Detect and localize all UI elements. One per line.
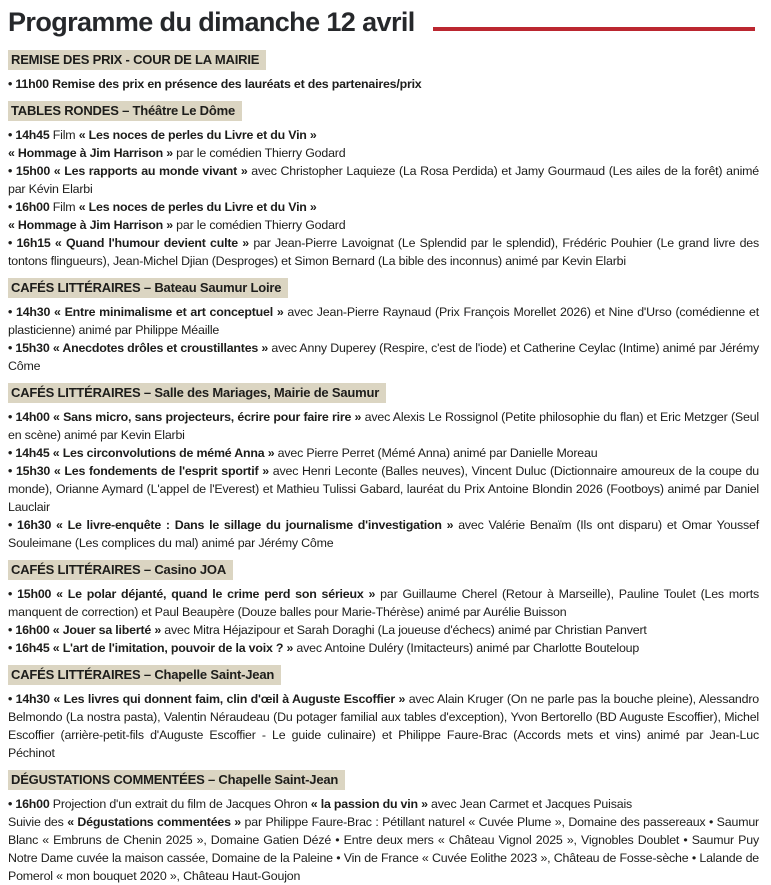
program-section — [8, 375, 759, 552]
text-run-bold: • 11h00 Remise des prix en présence des lauréats et des partenaires/prix — [8, 77, 422, 91]
text-run: par le comédien Thierry Godard — [176, 218, 346, 232]
program-section — [8, 552, 759, 657]
page-header — [8, 6, 759, 38]
text-run-bold: « Dégustations commentées » — [67, 815, 245, 829]
text-run: avec Mitra Héjazipour et Sarah Doraghi (La joueuse d'échecs) animé par Christian Panvert — [164, 623, 647, 637]
text-run: Film — [52, 128, 79, 142]
text-run: avec Alain Kruger (On ne parle pas la bouche pleine), Alessandro Belmondo (La nostra pasta), Valentin Néraudeau (Du potager familial aux tables d'exception), Yvon Bertorello (BD Auguste Escoffier), Michel Escoffier (arrière-petit-fils d'Auguste Escoffier - Le guide culinaire) et Philippe Faure-Brac (Accords mets et vins) animé par Jean-Luc Péchinot — [8, 692, 759, 760]
text-run-bold: « Hommage à Jim Harrison » — [8, 146, 177, 160]
text-run-bold: • 15h30 « Anecdotes drôles et croustillantes » — [8, 341, 272, 355]
text-run-bold: • 14h30 « Entre minimalisme et art conceptuel » — [8, 305, 288, 319]
program-line — [8, 462, 759, 516]
program-line — [8, 126, 759, 144]
text-run: avec Antoine Duléry (Imitacteurs) animé par Charlotte Bouteloup — [296, 641, 640, 655]
program-line — [8, 621, 759, 639]
program-section — [8, 93, 759, 270]
text-run-bold: • 15h00 « Le polar déjanté, quand le crime perd son sérieux » — [8, 587, 381, 601]
page-title: Programme du dimanche 12 avril — [8, 7, 415, 37]
text-run-bold: « Les noces de perles du Livre et du Vin » — [78, 200, 317, 214]
text-run: Projection d'un extrait du film de Jacques Ohron — [52, 797, 311, 811]
program-line — [8, 444, 759, 462]
program-line — [8, 216, 759, 234]
text-run: Suivie des — [8, 815, 68, 829]
text-run-bold: • 16h30 « Le livre-enquête : Dans le sillage du journalisme d'investigation » — [8, 518, 459, 532]
text-run: par Philippe Faure-Brac : Pétillant naturel « Cuvée Plume », Domaine des passereaux • Saumur Blanc « Embruns de Chenin 2025 », Domaine Gatien Dézé • Entre deux mers « Château Vignol 2025 », Vignobles Doublet • Saumur Puy Notre Dame cuvée la maison cassée, Domaine de la Paleine • Vin de France « Cuvée Eolithe 2023 », Château de Fosse-sèche • Lalande de Pomerol « mon bouquet 2020 », Château Haut-Goujon — [8, 815, 759, 883]
program-section — [8, 762, 759, 885]
text-run: par Jean-Pierre Lavoignat (Le Splendid par le splendid), Frédéric Pouhier (Le grand livre des tontons flingueurs), Jean-Michel Djian (Desproges) et Simon Bernard (La bible des inconnus) animé par Kevin Elarbi — [8, 236, 760, 268]
text-run: avec Jean-Pierre Raynaud (Prix François Morellet 2026) et Nine d'Urso (comédienne et plasticienne) animé par Philippe Méaille — [8, 305, 759, 337]
text-run: avec Alexis Le Rossignol (Petite philosophie du flan) et Eric Metzger (Seul en scène) animé par Kevin Elarbi — [8, 410, 759, 442]
text-run-bold: • 15h00 « Les rapports au monde vivant » — [8, 164, 252, 178]
program-section — [8, 42, 759, 93]
text-run-bold: « Les noces de perles du Livre et du Vin » — [78, 128, 317, 142]
program-section — [8, 657, 759, 762]
text-run-bold: • 16h00 — [8, 200, 53, 214]
program-line — [8, 144, 759, 162]
text-run-bold: « Hommage à Jim Harrison » — [8, 218, 177, 232]
section-heading: CAFÉS LITTÉRAIRES – Bateau Saumur Loire — [8, 278, 288, 298]
text-run-bold: « la passion du vin » — [310, 797, 432, 811]
section-heading: TABLES RONDES – Théâtre Le Dôme — [8, 101, 242, 121]
program-line — [8, 234, 759, 270]
title-rule — [433, 27, 755, 31]
program-line — [8, 516, 759, 552]
text-run: Film — [52, 200, 79, 214]
text-run-bold: • 16h45 « L'art de l'imitation, pouvoir de la voix ? » — [8, 641, 297, 655]
program-line — [8, 690, 759, 762]
text-run: avec Christopher Laquieze (La Rosa Perdida) et Jamy Gourmaud (Les ailes de la forêt) animé par Kévin Elarbi — [8, 164, 759, 196]
section-heading: DÉGUSTATIONS COMMENTÉES – Chapelle Saint-Jean — [8, 770, 345, 790]
section-heading: CAFÉS LITTÉRAIRES – Casino JOA — [8, 560, 233, 580]
text-run: avec Anny Duperey (Respire, c'est de l'iode) et Catherine Ceylac (Intime) animé par Jérémy Côme — [8, 341, 759, 373]
program-sections — [8, 42, 759, 885]
section-heading: CAFÉS LITTÉRAIRES – Chapelle Saint-Jean — [8, 665, 281, 685]
text-run: avec Henri Leconte (Balles neuves), Vincent Duluc (Dictionnaire amoureux de la coupe du monde), Orianne Aymard (L'appel de l'Everest) et Mathieu Tulissi Gabard, lauréat du Prix Antoine Blondin 2026 (Footboys) animé par Daniel Lauclair — [8, 464, 760, 514]
program-line — [8, 162, 759, 198]
program-line — [8, 813, 759, 885]
text-run-bold: • 16h15 « Quand l'humour devient culte » — [8, 236, 254, 250]
section-heading: REMISE DES PRIX - COUR DE LA MAIRIE — [8, 50, 266, 70]
program-line — [8, 303, 759, 339]
text-run-bold: • 15h30 « Les fondements de l'esprit sportif » — [8, 464, 273, 478]
text-run: avec Jean Carmet et Jacques Puisais — [431, 797, 633, 811]
program-line — [8, 75, 759, 93]
program-line — [8, 795, 759, 813]
section-heading: CAFÉS LITTÉRAIRES – Salle des Mariages, Mairie de Saumur — [8, 383, 386, 403]
text-run: avec Pierre Perret (Mémé Anna) animé par Danielle Moreau — [277, 446, 598, 460]
text-run-bold: • 14h45 « Les circonvolutions de mémé Anna » — [8, 446, 278, 460]
program-line — [8, 639, 759, 657]
text-run-bold: • 16h00 — [8, 797, 53, 811]
program-section — [8, 270, 759, 375]
program-line — [8, 339, 759, 375]
program-line — [8, 198, 759, 216]
program-line — [8, 408, 759, 444]
text-run-bold: • 16h00 « Jouer sa liberté » — [8, 623, 165, 637]
text-run-bold: • 14h45 — [8, 128, 53, 142]
text-run-bold: • 14h30 « Les livres qui donnent faim, clin d'œil à Auguste Escoffier » — [8, 692, 409, 706]
text-run: avec Valérie Benaïm (Ils ont disparu) et Omar Youssef Souleimane (Les complices du mal) animé par Jérémy Côme — [8, 518, 760, 550]
text-run: par Guillaume Cherel (Retour à Marseille), Pauline Toulet (Les morts manquent de correction) et Paul Beaupère (Douze balles pour Marie-Thérèse) animé par Aurélie Buisson — [8, 587, 759, 619]
text-run-bold: • 14h00 « Sans micro, sans projecteurs, écrire pour faire rire » — [8, 410, 365, 424]
text-run: par le comédien Thierry Godard — [176, 146, 346, 160]
program-line — [8, 585, 759, 621]
